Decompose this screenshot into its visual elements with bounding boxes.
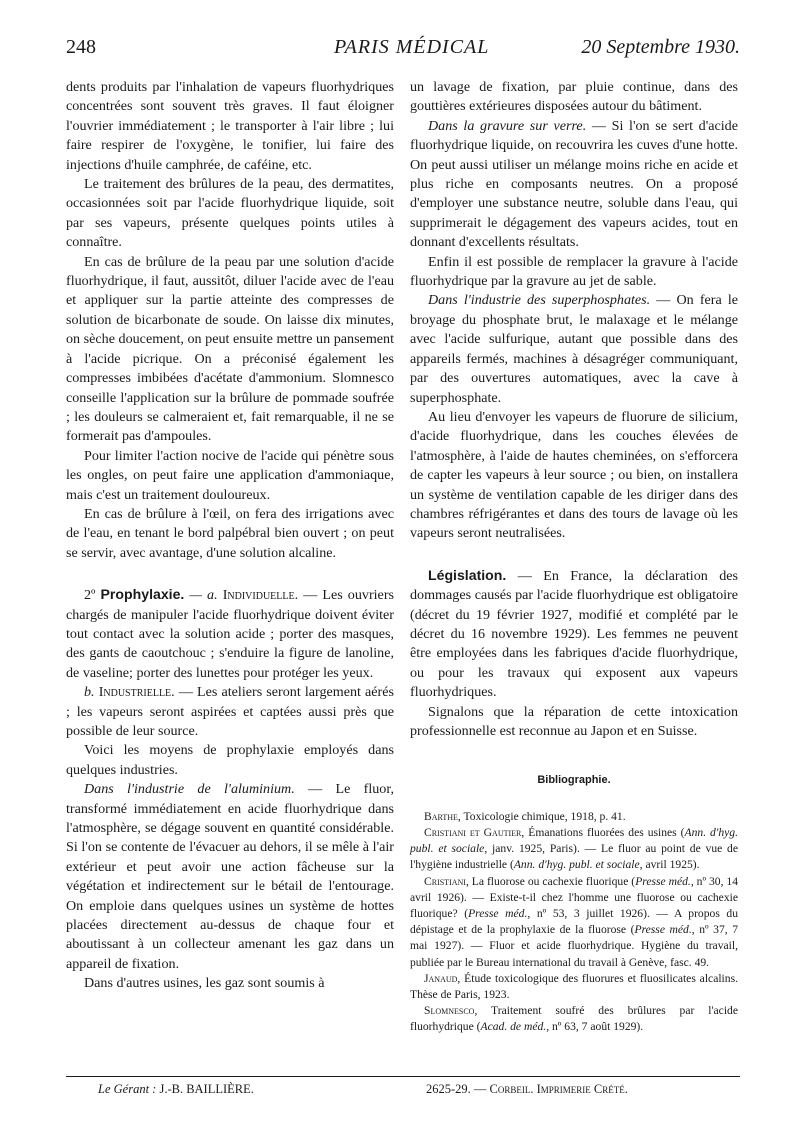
paragraph: En cas de brûlure de la peau par une solution d'acide fluorhydrique, il faut, aussitôt, diluer l'acide avec de l'eau et appliquer sur la partie atteinte des compresses de solution de bicarbonate de soude. On laisse dix minutes, on sèche doucement, on peut ensuite mettre un pansement à l'acide picrique. On a préconisé également les compresses imbibées d'acétate d'ammonium. Slomnesco conseille l'application sur la brûlure de pommade soufrée ; les douleurs se calmeraient et, fait remarquable, il ne se formerait pas d'ampoules. (66, 253, 394, 445)
paragraph: Dans d'autres usines, les gaz sont soumis à (84, 975, 325, 992)
paragraph: un lavage de fixation, par pluie continue, dans des gouttières extérieures disposées autour du bâtiment. (410, 79, 738, 115)
paragraph: Dans l'industrie de l'aluminium. — Le fluor, transformé immédiatement en acide fluorhydrique dans l'atmosphère, se dégage souvent en quantité considérable. Si l'on se contente de l'évacuer au dehors, il se mêle à l'air extérieur et peut avoir une action fâcheuse sur la végétation et indirectement sur le bétail de l'entourage. On emploie dans quelques usines un système de hottes placées directement au-dessus de chaque four et aboutissant à un collecteur amenant les gaz dans un appareil de fixation. (66, 781, 394, 972)
industry-heading: Dans l'industrie des superphosphates. (428, 292, 651, 309)
paragraph: En cas de brûlure à l'œil, on fera des irrigations avec de l'eau, en tenant le bord palpébral bien ouvert ; on peut se servir, avec avantage, d'une solution alcaline. (66, 505, 394, 561)
paragraph: b. Industrielle. — Les ateliers seront largement aérés ; les vapeurs seront aspirées et captées aussi près que possible de leur source. (66, 684, 394, 739)
section-heading: Législation. (428, 566, 507, 583)
bib-entry: Slomnesco, Traitement soufré des brûlures par l'acide fluorhydrique (Acad. de méd., nº 63, 7 août 1929). (410, 1004, 738, 1034)
industry-heading: Dans la gravure sur verre. (428, 117, 587, 134)
subsection-heading: Industrielle. (98, 684, 175, 701)
footer-gerant: Le Gérant : J.-B. BAILLIÈRE. (98, 1082, 254, 1096)
page-header (66, 36, 740, 70)
footer-rule (66, 1076, 740, 1077)
bibliography (410, 809, 738, 1036)
issue-date: 20 Septembre 1930. (581, 36, 740, 58)
paragraph: Signalons que la réparation de cette intoxication professionnelle est reconnue au Japon et en Suisse. (410, 703, 738, 739)
paragraph: Dans l'industrie des superphosphates. — On fera le broyage du phosphate brut, le malaxage et le mélange avec l'acide sulfurique, autant que possible dans des appareils fermés, machines à désagréger communiquant, par des ouvertures automatiques, avec la cave à superphosphate. (410, 292, 739, 406)
paragraph: dents produits par l'inhalation de vapeurs fluorhydriques concentrées sont souvent très graves. Il faut éloigner l'ouvrier immédiatement ; le transporter à l'air libre ; lui faire respirer de l'oxygène, le tonifier, lui faire des injections d'huile camphrée, de caféine, etc. (66, 79, 394, 173)
footer-printer: 2625-29. — Corbeil. Imprimerie Crété. (426, 1082, 628, 1096)
subsection-heading: Individuelle. (222, 587, 299, 604)
paragraph: Voici les moyens de prophylaxie employés dans quelques industries. (66, 742, 394, 778)
left-column (66, 78, 394, 994)
bib-entry: Barthe, Toxicologie chimique, 1918, p. 41. (424, 809, 626, 823)
section-heading: Prophylaxie. (100, 586, 185, 603)
section-legislation: Législation. — En France, la déclaration des dommages causés par l'acide fluorhydrique est obligatoire (décret du 19 février 1927, modifié et complété par le décret du 16 novembre 1929). Les femmes ne peuvent être employées dans les fabriques d'acide fluorhydrique, ou pour les travaux qui exposent aux vapeurs fluorhydriques. (410, 566, 738, 701)
page-number: 248 (66, 36, 96, 58)
paragraph: Au lieu d'envoyer les vapeurs de fluorure de silicium, d'acide fluorhydrique, dans les couches élevées de l'atmosphère, à l'aide de hautes cheminées, on s'efforcera de capter les vapeurs à leur source ; ou bien, on installera un système de ventilation capable de les diriger dans des chambres réfrigérantes et dans des tours de lavage où les vapeurs seront neutralisées. (410, 408, 738, 542)
industry-heading: Dans l'industrie de l'aluminium. (84, 781, 295, 798)
section-prophylaxie: 2º Prophylaxie. — a. Individuelle. — Les ouvriers chargés de manipuler l'acide fluorhydrique doivent éviter tout contact avec la solution acide ; porter des masques, des gants de caoutchouc ; s'enduire la figure de lanoline, de vaseline; porter des lunettes pour protéger les yeux. (66, 586, 394, 681)
paragraph: Enfin il est possible de remplacer la gravure à l'acide fluorhydrique par la gravure au jet de sable. (410, 253, 738, 290)
paragraph: Le traitement des brûlures de la peau, des dermatites, occasionnées soit par l'acide fluorhydrique liquide, soit par ses vapeurs, présente quelques points utiles à connaître. (66, 176, 394, 251)
paragraph: Pour limiter l'action nocive de l'acide qui pénètre sous les ongles, on peut faire une application d'ammoniaque, mais c'est un traitement douloureux. (66, 447, 394, 503)
bibliography-title: Bibliographie. (537, 774, 611, 787)
bib-entry: Cristiani et Gautier, Émanations fluorées des usines (Ann. d'hyg. publ. et sociale, janv. 1925, Paris). — Le fluor au point de vue de l'hygiène industrielle (Ann. d'hyg. publ. et sociale, avril 1925). (410, 826, 739, 872)
right-column (410, 78, 738, 1036)
journal-title: PARIS MÉDICAL (334, 36, 490, 58)
bib-entry: Janaud, Étude toxicologique des fluorures et fluosilicates alcalins. Thèse de Paris, 1923. (410, 971, 738, 1002)
bib-entry: Cristiani, La fluorose ou cachexie fluorique (Presse méd., nº 30, 14 avril 1926). — Existe-t-il chez l'homme une fluorose ou cachexie fluorique? (Presse méd., nº 53, 3 juillet 1926). — A propos du dépistage et de la prophylaxie de la fluorose (Presse méd., nº 37, 7 mai 1927). — Fluor et acide fluorhydrique. Hygiène du travail, publiée par le Bureau international du travail à Genève, fasc. 49. (410, 874, 739, 969)
paragraph: Dans la gravure sur verre. — Si l'on se sert d'acide fluorhydrique liquide, on recouvrira les cuves d'une hotte. On peut aussi utiliser un mélange moins riche en acide et plus riche en composants neutres. On a proposé d'employer une substance neutre, soluble dans l'eau, qui supprimerait le dégagement des vapeurs acides, tout en donnant d'excellents résultats. (410, 117, 738, 251)
